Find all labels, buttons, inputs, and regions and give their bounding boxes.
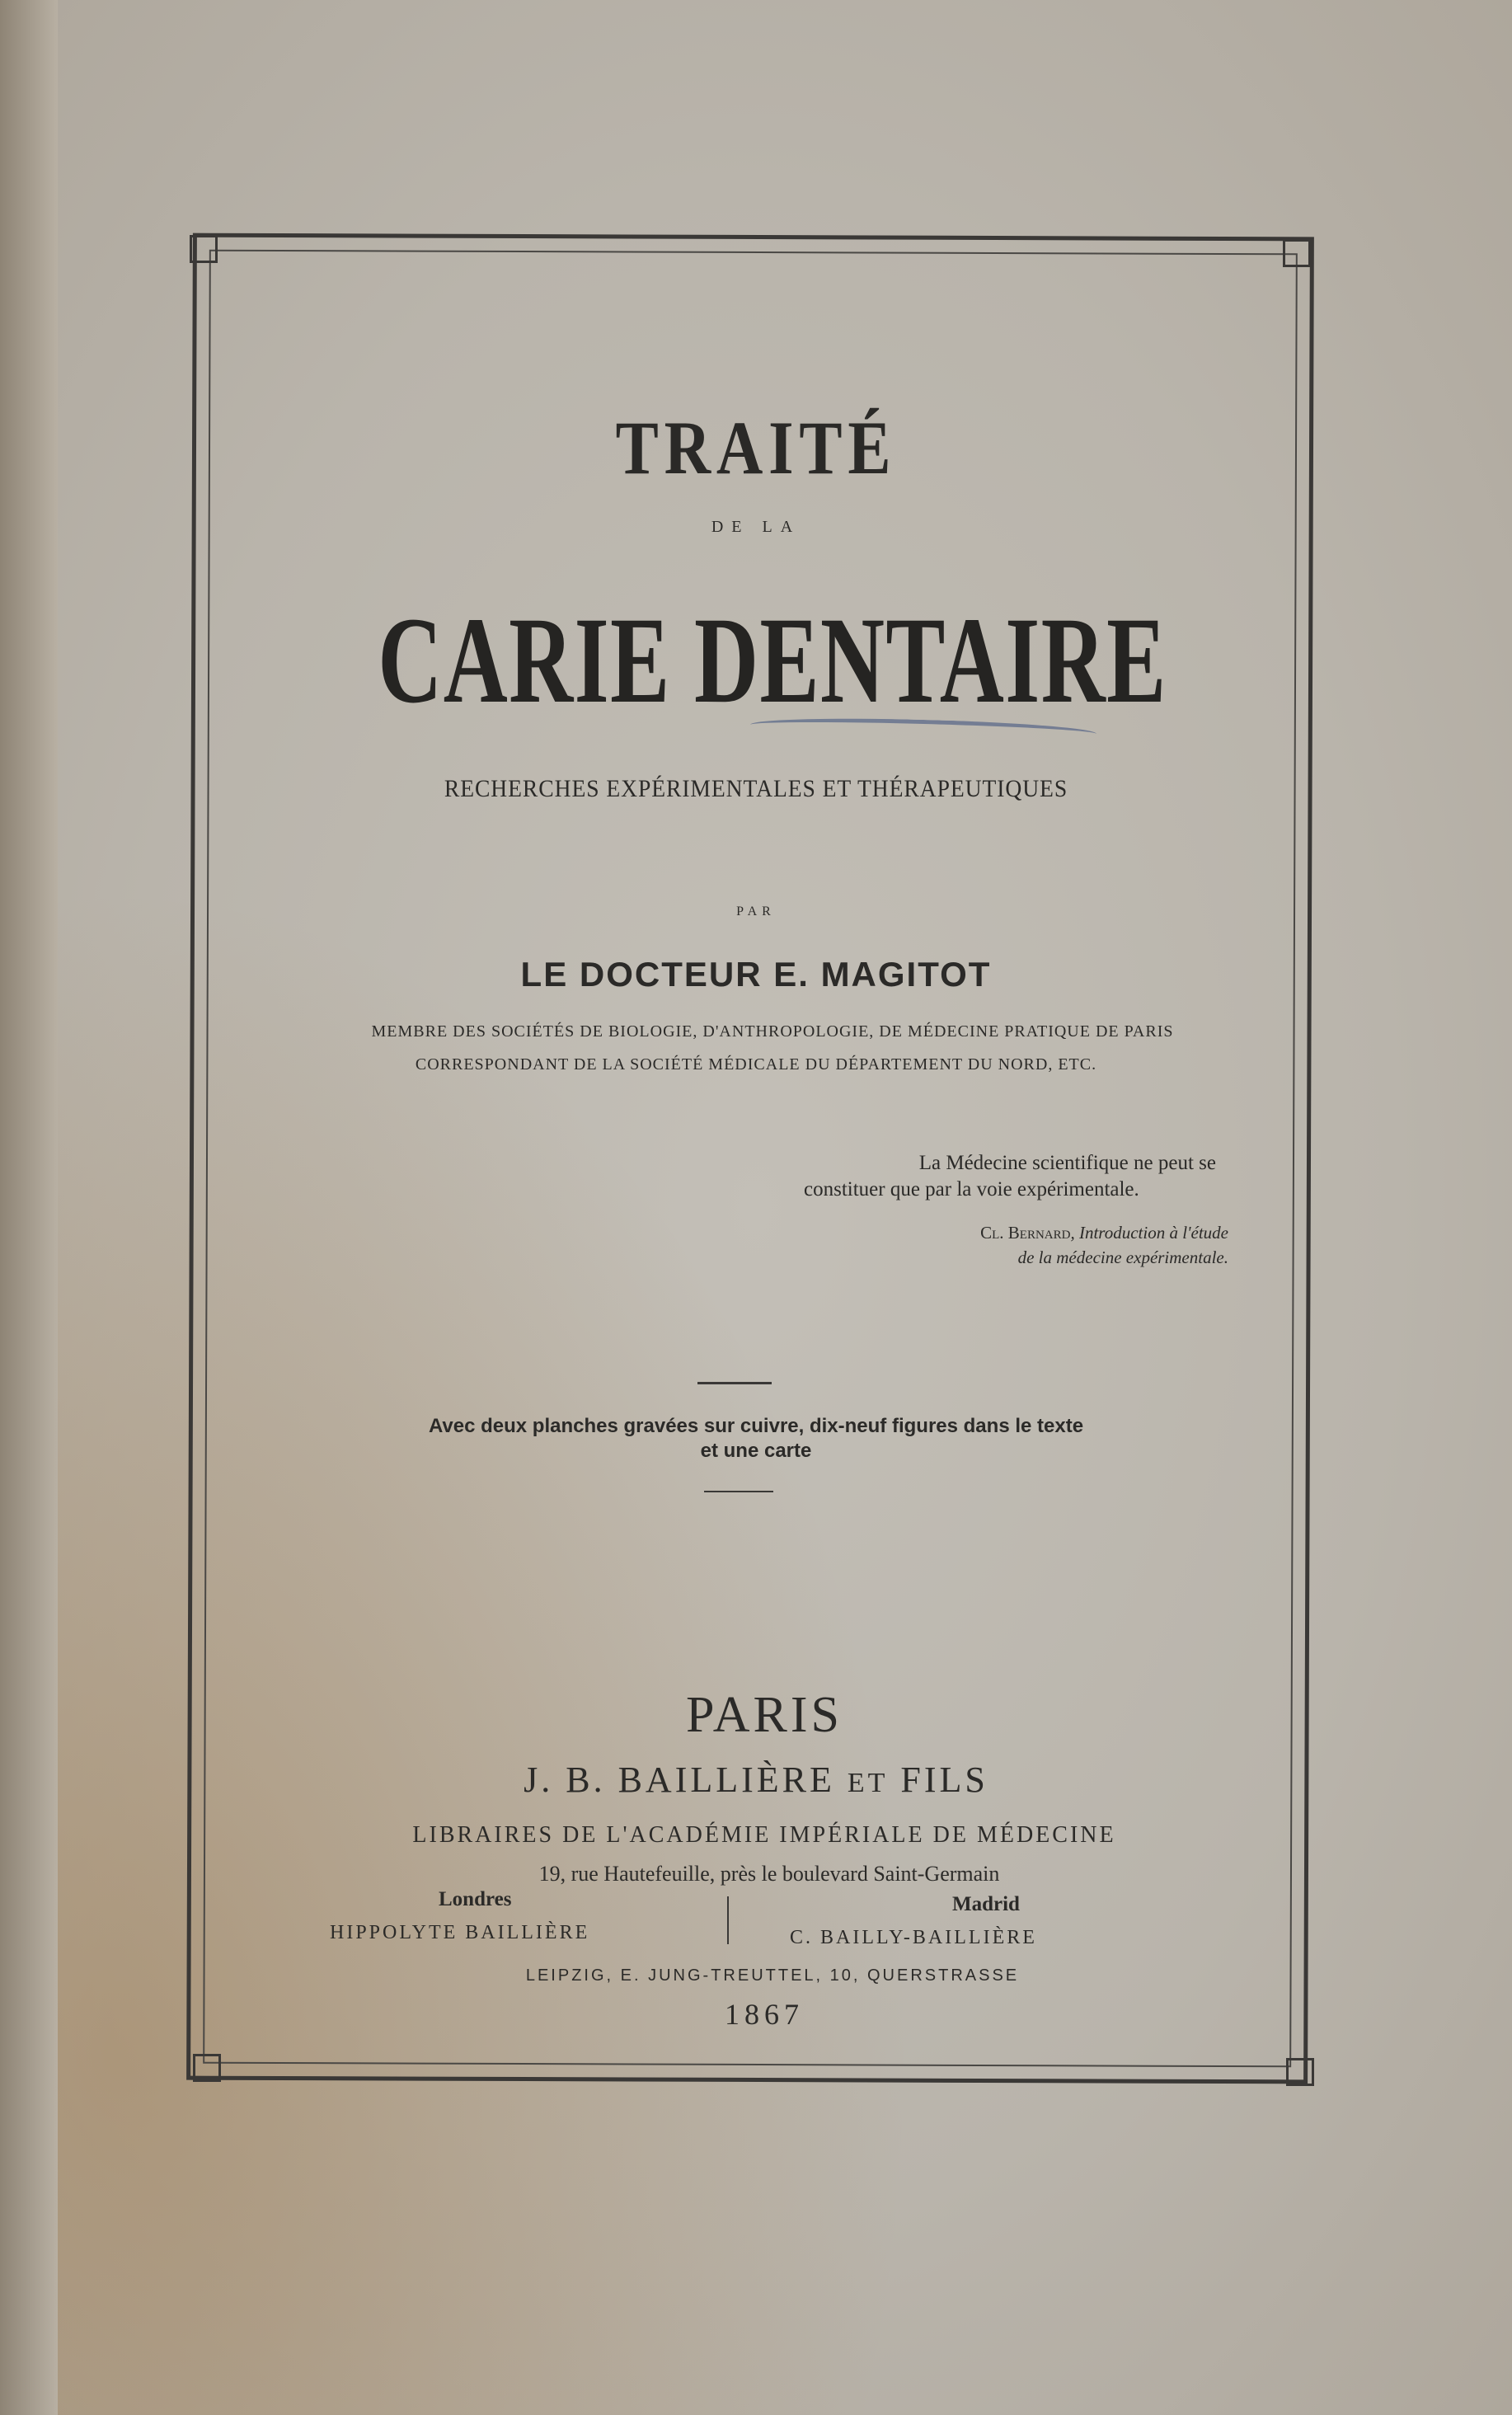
madrid-label: Madrid [952, 1893, 1020, 1915]
frame-corner-ornament [190, 235, 218, 263]
publisher-main: J. B. BAILLIÈRE [524, 1760, 835, 1800]
publisher-connector: ET [847, 1768, 889, 1798]
london-label: Londres [439, 1888, 512, 1910]
imprint-city: PARIS [685, 1687, 843, 1743]
epigraph-attribution: Cl. Bernard, Introduction à l'étude de la médecine expérimentale. [980, 1223, 1228, 1267]
madrid-publisher: C. BAILLY-BAILLIÈRE [790, 1927, 1037, 1948]
plates-note-1: Avec deux planches gravées sur cuivre, dix-neuf figures dans le texte [428, 1415, 1084, 1437]
title-main: CARIE DENTAIRE [378, 592, 1167, 729]
epigraph-author: Cl. Bernard [980, 1223, 1071, 1243]
frame-corner-ornament [193, 2054, 221, 2082]
author-affiliation-1: MEMBRE DES SOCIÉTÉS DE BIOLOGIE, D'ANTHROPOLOGIE, DE MÉDECINE PRATIQUE DE PARIS [371, 1022, 1174, 1041]
title-connector: DE LA [711, 518, 801, 536]
divider-rule [704, 1491, 773, 1492]
imprint-libraires: LIBRAIRES DE L'ACADÉMIE IMPÉRIALE DE MÉDECINE [412, 1822, 1116, 1848]
byline-par: PAR [736, 904, 776, 919]
title-line1: TRAITÉ [615, 406, 897, 490]
epigraph-work-1: Introduction à l'étude [1078, 1223, 1228, 1243]
worn-spine-edge [0, 0, 58, 2415]
london-publisher: HIPPOLYTE BAILLIÈRE [330, 1922, 590, 1943]
epigraph-line-2: constituer que par la voie expérimentale. [804, 1178, 1139, 1200]
subtitle: RECHERCHES EXPÉRIMENTALES ET THÉRAPEUTIQUES [444, 775, 1068, 802]
imprint-publisher [0, 1759, 1512, 1801]
imprint-year: 1867 [725, 1998, 804, 2031]
publisher-end: FILS [900, 1760, 988, 1800]
imprint-leipzig: LEIPZIG, E. JUNG-TREUTTEL, 10, QUERSTRASSE [525, 1966, 1020, 1985]
divider-rule [697, 1382, 772, 1384]
author-name: LE DOCTEUR E. MAGITOT [520, 955, 992, 994]
author-affiliation-2: CORRESPONDANT DE LA SOCIÉTÉ MÉDICALE DU DÉPARTEMENT DU NORD, ETC. [415, 1055, 1097, 1074]
epigraph-line-1: La Médecine scientifique ne peut se [918, 1152, 1216, 1174]
frame-corner-ornament [1283, 239, 1311, 267]
epigraph-quote [804, 1150, 1216, 1203]
epigraph-work-2: de la médecine expérimentale. [1017, 1247, 1228, 1267]
column-divider [727, 1896, 729, 1944]
plates-note-2: et une carte [700, 1440, 812, 1462]
imprint-address: 19, rue Hautefeuille, près le boulevard Saint-Germain [538, 1862, 1000, 1886]
frame-corner-ornament [1286, 2058, 1314, 2086]
